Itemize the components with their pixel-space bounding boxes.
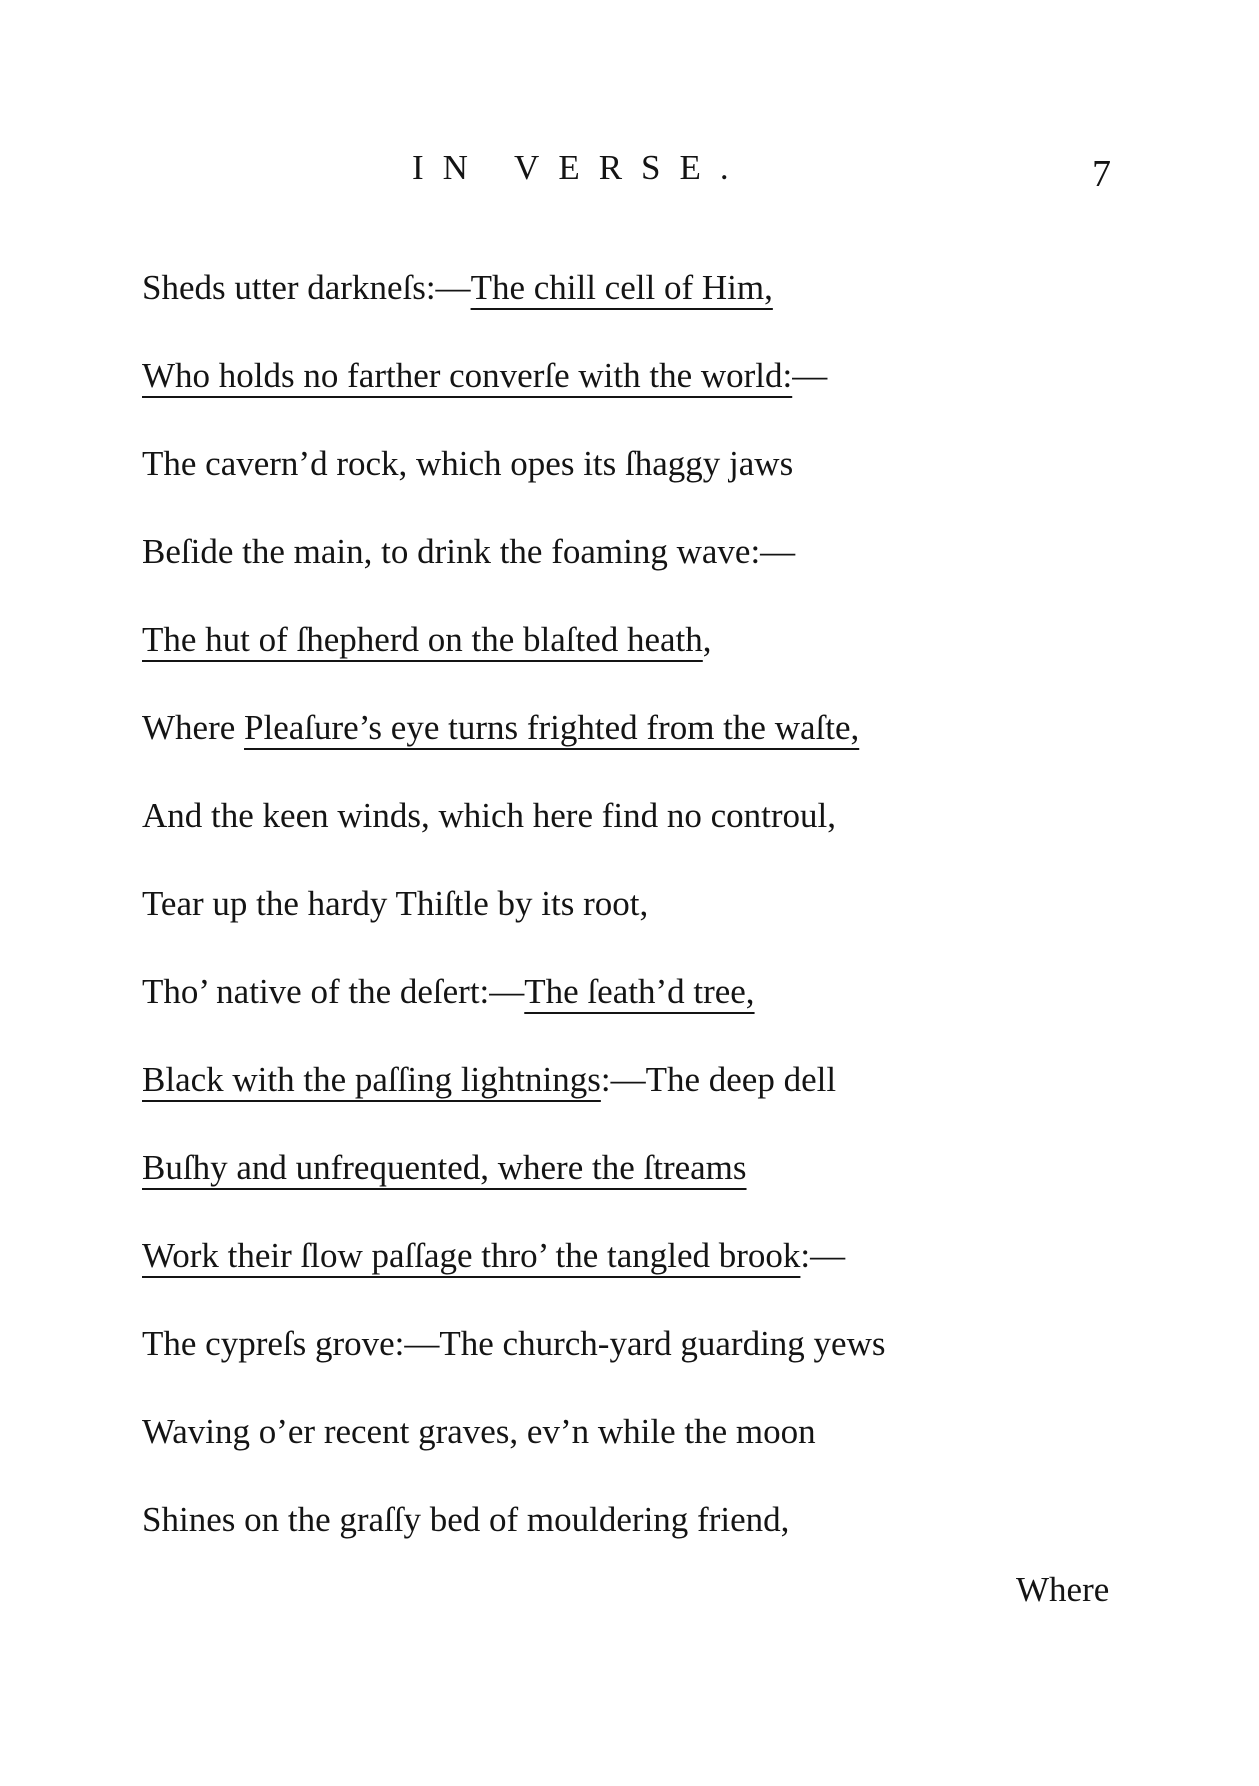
verse-line: Tho’ native of the deſert:—The ſeath’d tree, xyxy=(142,972,755,1011)
page-number: 7 xyxy=(1092,153,1111,195)
underlined-phrase: The chill cell of Him, xyxy=(470,268,773,307)
verse-line: The cavern’d rock, which opes its ſhaggy jaws xyxy=(142,444,794,483)
verse-line: Work their ſlow paſſage thro’ the tangled brook:— xyxy=(142,1236,846,1275)
verse-line: The cypreſs grove:—The church-yard guarding yews xyxy=(142,1324,886,1363)
verse-line: Where Pleaſure’s eye turns frighted from the waſte, xyxy=(142,708,860,747)
underlined-phrase: Who holds no farther converſe with the world: xyxy=(142,356,793,395)
verse-line: And the keen winds, which here find no controul, xyxy=(142,796,837,835)
verse-line: Who holds no farther converſe with the world:— xyxy=(142,356,828,395)
verse-line: Sheds utter darkneſs:—The chill cell of Him, xyxy=(142,268,773,307)
underlined-phrase: Pleaſure’s eye turns frighted from the waſte, xyxy=(244,708,860,747)
catchword: Where xyxy=(1016,1570,1110,1609)
verse-body xyxy=(142,258,1142,1578)
underlined-phrase: The hut of ſhepherd on the blaſted heath xyxy=(142,620,703,659)
verse-line: Shines on the graſſy bed of mouldering friend, xyxy=(142,1500,790,1539)
running-title: IN VERSE. xyxy=(412,148,748,187)
underlined-phrase: Work their ſlow paſſage thro’ the tangled brook xyxy=(142,1236,801,1275)
running-head xyxy=(0,148,1259,198)
verse-line: Waving o’er recent graves, ev’n while the moon xyxy=(142,1412,816,1451)
verse-line: Beſide the main, to drink the foaming wave:— xyxy=(142,532,796,571)
underlined-phrase: Buſhy and unfrequented, where the ſtreams xyxy=(142,1148,747,1187)
underlined-phrase: Black with the paſſing lightnings xyxy=(142,1060,601,1099)
verse-line: The hut of ſhepherd on the blaſted heath, xyxy=(142,620,712,659)
verse-line xyxy=(142,1138,1142,1226)
verse-line: Black with the paſſing lightnings:—The deep dell xyxy=(142,1060,837,1099)
underlined-phrase: The ſeath’d tree, xyxy=(524,972,755,1011)
verse-line: Tear up the hardy Thiſtle by its root, xyxy=(142,884,649,923)
